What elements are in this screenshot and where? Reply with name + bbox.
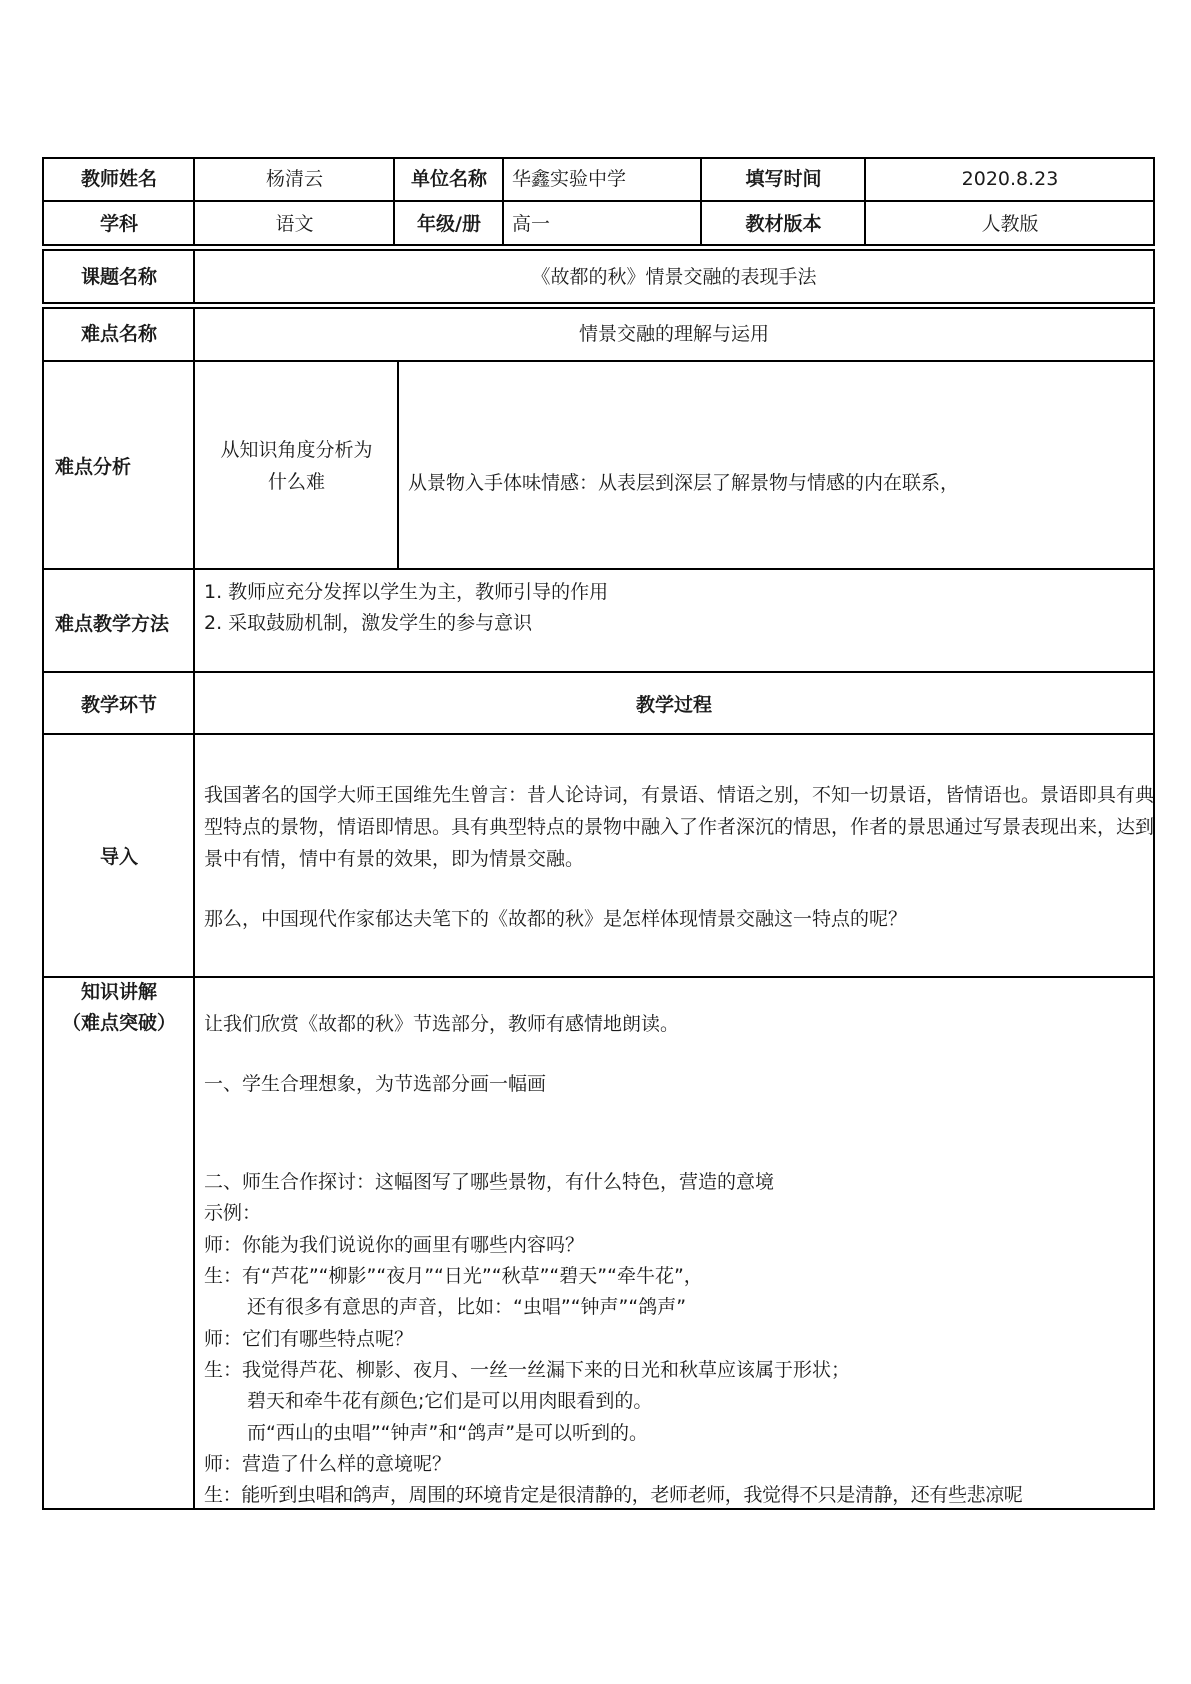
analysis-col-divider	[193, 362, 195, 570]
knowledge-line: 让我们欣赏《故都的秋》节选部分，教师有感情地朗读。	[204, 1013, 680, 1035]
knowledge-line: 生：我觉得芦花、柳影、夜月、一丝一丝漏下来的日光和秋草应该属于形状；	[204, 1359, 851, 1381]
analysis-angle-line2: 什么难	[267, 471, 325, 493]
knowledge-line: 师：你能为我们说说你的画里有哪些内容吗？	[204, 1234, 585, 1256]
analysis-label: 难点分析	[55, 456, 132, 478]
method-item-1: 1. 教师应充分发挥以学生为主，教师引导的作用	[204, 581, 609, 603]
analysis-angle-line1: 从知识角度分析为	[220, 439, 373, 461]
knowledge-line: 二、师生合作探讨：这幅图写了哪些景物，有什么特色，营造的意境	[204, 1171, 775, 1193]
subject-label: 学科	[99, 213, 138, 235]
unit-name-value: 华鑫实验中学	[512, 168, 627, 190]
intro-paragraph-1: 我国著名的国学大师王国维先生曾言：昔人论诗词，有景语、情语之别，不知一切景语，皆情语也。景语即具有典型特点的景物，情语即情思。具有典型特点的景物中融入了作者深沉的情思，作者的景思通过写景表现出来，达到景中有情，情中有景的效果，即为情景交融。	[204, 784, 1155, 870]
unit-name-label: 单位名称	[410, 168, 487, 190]
edition-value: 人教版	[981, 213, 1039, 235]
teacher-name-label: 教师姓名	[80, 168, 157, 190]
intro-label: 导入	[99, 846, 138, 868]
knowledge-line: 生：能听到虫唱和鸽声，周围的环境肯定是很清静的，老师老师，我觉得不只是清静，还有些悲凉呢	[204, 1484, 1023, 1506]
topic-value: 《故都的秋》情景交融的表现手法	[531, 266, 817, 288]
knowledge-line: 一、学生合理想象，为节选部分画一幅画	[204, 1073, 547, 1095]
difficulty-label: 难点名称	[80, 323, 157, 345]
knowledge-col-divider	[193, 976, 195, 1510]
knowledge-line: 还有很多有意思的声音，比如：“虫唱”“钟声”“鸽声”	[247, 1296, 687, 1318]
process-step-label: 教学环节	[80, 694, 157, 716]
topic-label: 课题名称	[80, 266, 157, 288]
knowledge-line: 师：它们有哪些特点呢？	[204, 1328, 414, 1350]
header-row-divider	[42, 200, 1155, 202]
methods-label: 难点教学方法	[55, 613, 170, 635]
knowledge-line: 碧天和牵牛花有颜色;它们是可以用肉眼看到的。	[247, 1390, 653, 1412]
methods-col-divider	[193, 568, 195, 673]
edition-label: 教材版本	[745, 213, 822, 235]
grade-value: 高一	[512, 213, 551, 235]
teacher-name-value: 杨清云	[265, 168, 323, 190]
analysis-col-divider	[397, 362, 399, 570]
intro-paragraph-2: 那么，中国现代作家郁达夫笔下的《故都的秋》是怎样体现情景交融这一特点的呢？	[204, 908, 908, 930]
analysis-row-box	[42, 362, 1155, 570]
subject-value: 语文	[275, 213, 314, 235]
knowledge-line: 生：有“芦花”“柳影”“夜月”“日光”“秋草”“碧天”“牵牛花”，	[204, 1265, 703, 1287]
difficulty-value: 情景交融的理解与运用	[578, 323, 769, 345]
method-item-2: 2. 采取鼓励机制，激发学生的参与意识	[204, 612, 533, 634]
knowledge-sublabel: （难点突破）	[61, 1012, 176, 1034]
analysis-content: 从景物入手体味情感：从表层到深层了解景物与情感的内在联系，	[408, 472, 960, 494]
knowledge-line: 师：营造了什么样的意境呢？	[204, 1453, 452, 1475]
knowledge-line: 而“西山的虫唱”“钟声”和“鸽声”是可以听到的。	[247, 1422, 649, 1444]
fill-date-value: 2020.8.23	[961, 168, 1059, 190]
knowledge-label: 知识讲解	[80, 981, 157, 1003]
knowledge-line: 示例：	[204, 1202, 262, 1224]
fill-date-label: 填写时间	[745, 168, 822, 190]
process-title: 教学过程	[635, 694, 712, 716]
grade-label: 年级/册	[417, 213, 481, 235]
